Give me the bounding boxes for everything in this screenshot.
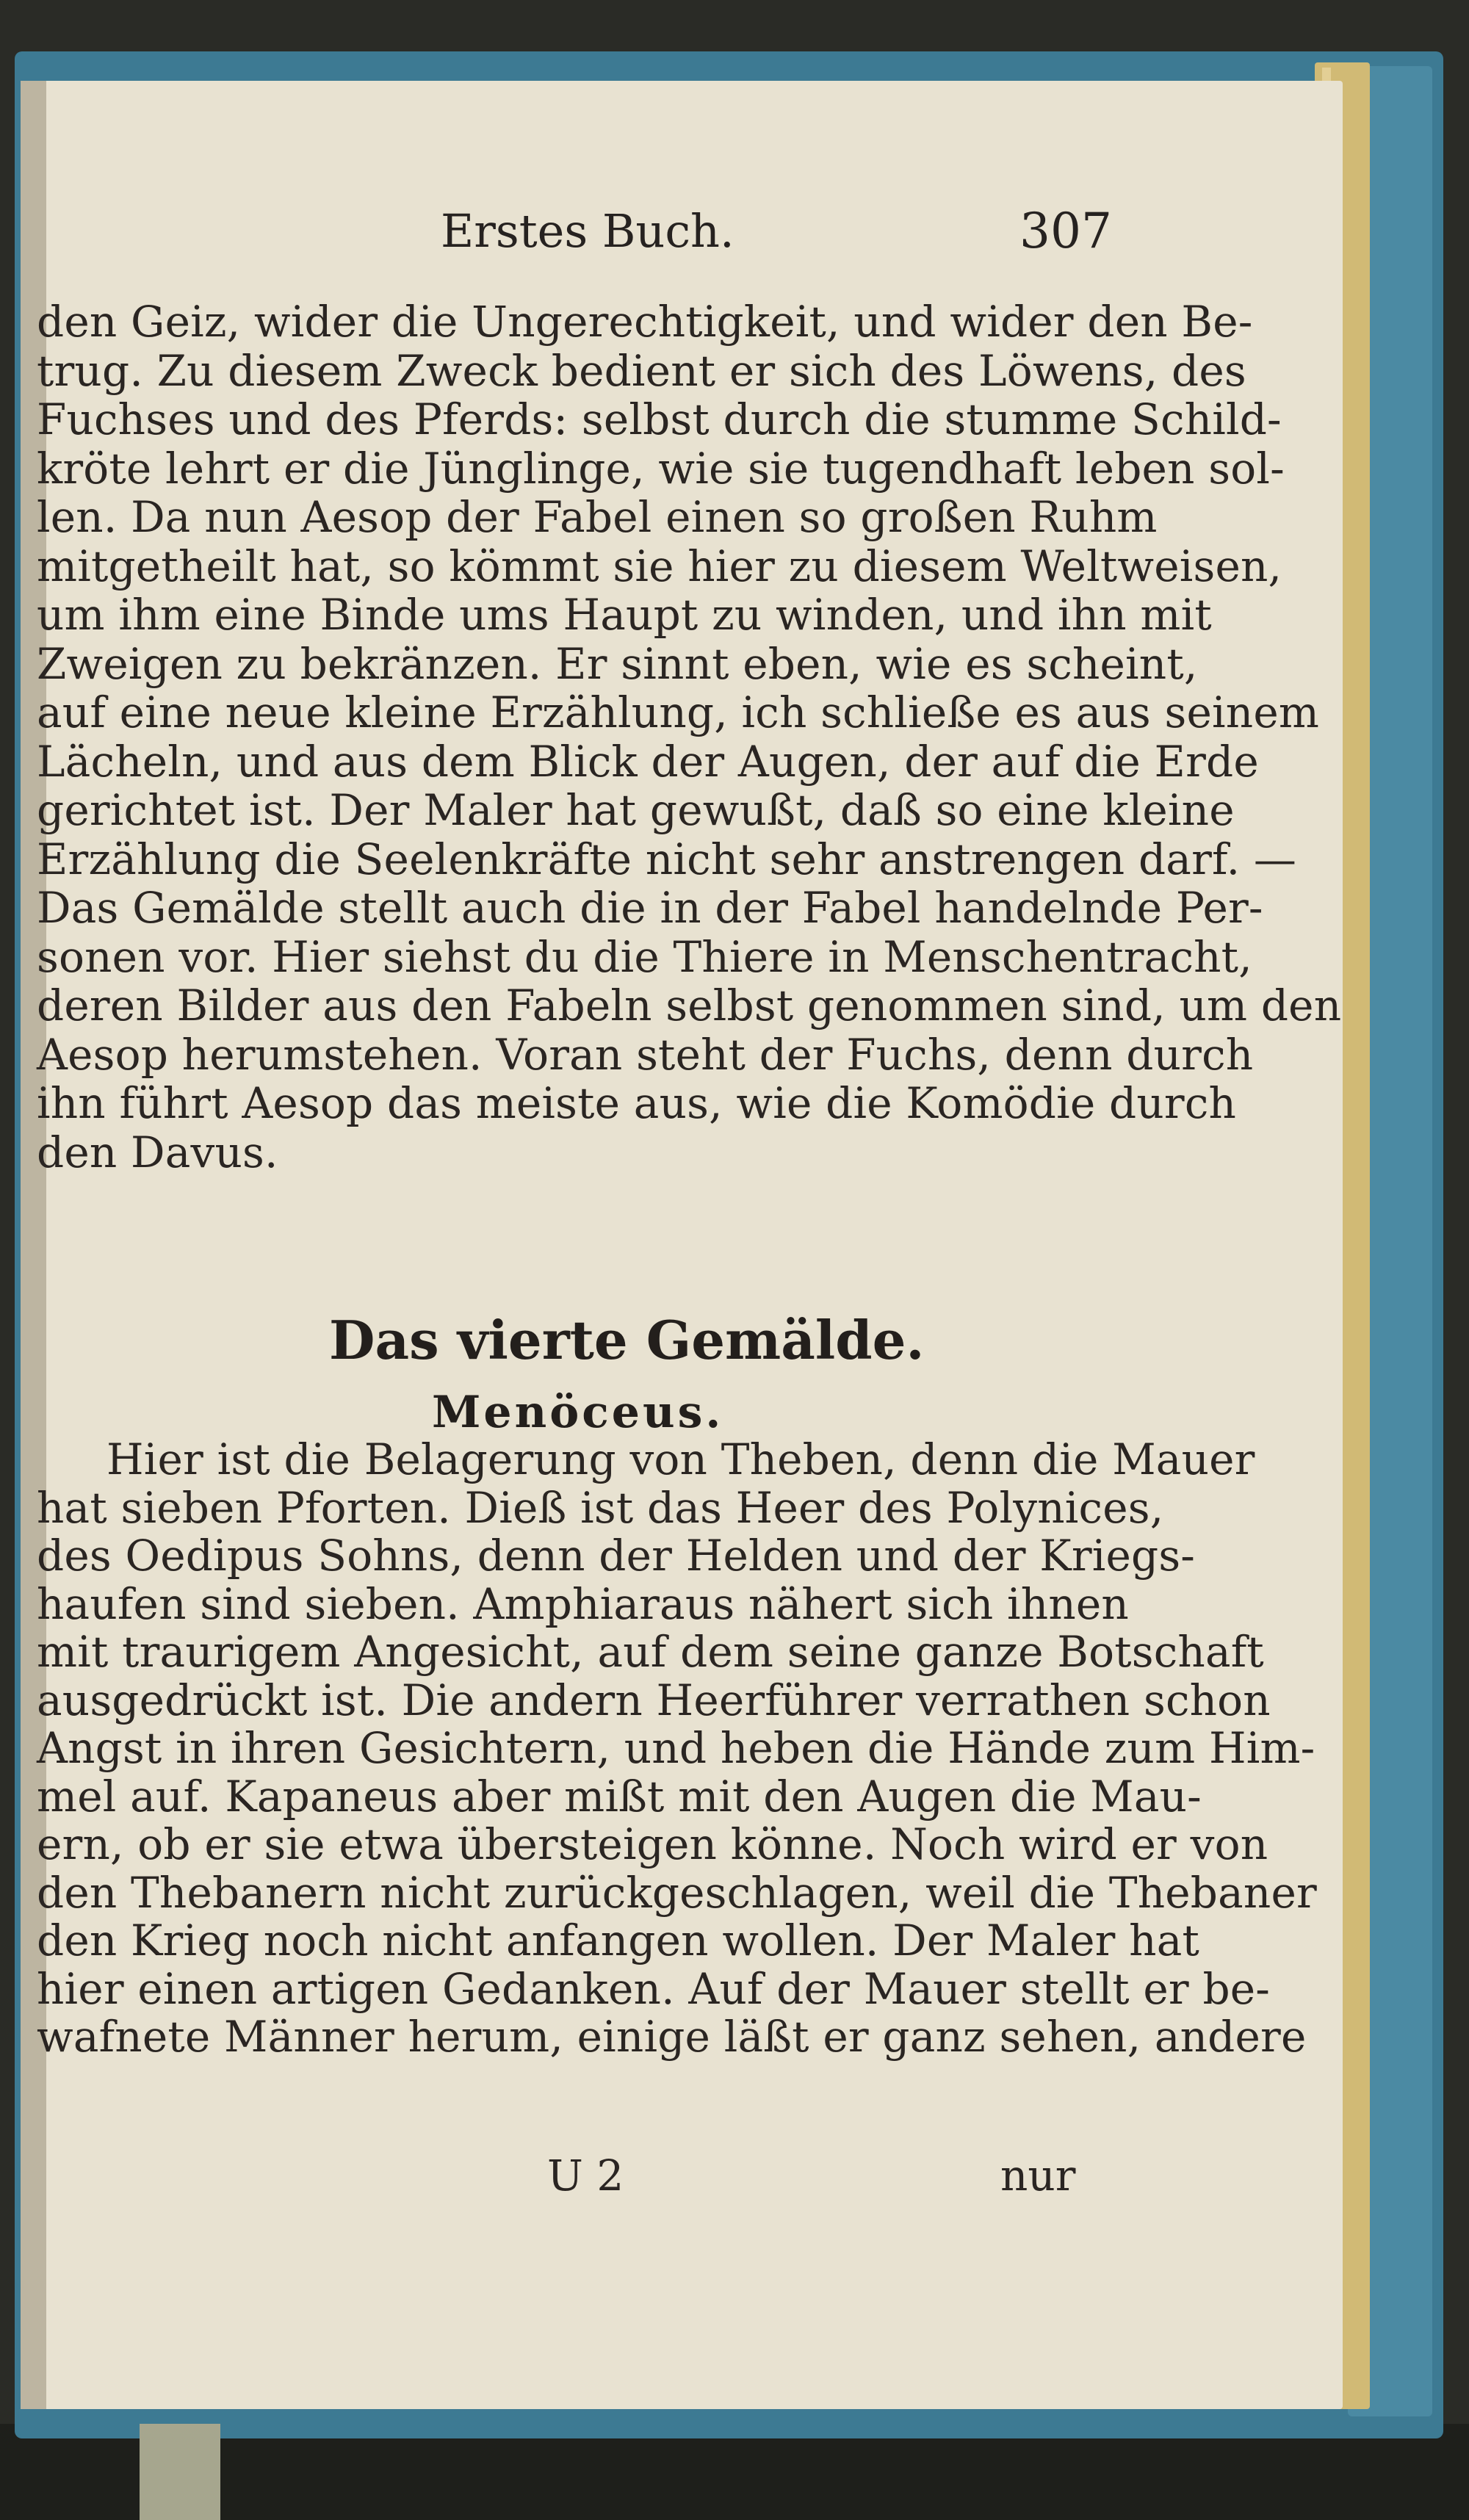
- bookmark-ribbon: [140, 2424, 220, 2520]
- text-line: mit traurigem Angesicht, auf dem seine ganze Botschaft: [37, 1627, 1264, 1677]
- text-line: Zweigen zu bekränzen. Er sinnt eben, wie es scheint,: [37, 638, 1198, 689]
- text-line: kröte lehrt er die Jünglinge, wie sie tugendhaft leben sol-: [37, 443, 1285, 494]
- text-line: um ihm eine Binde ums Haupt zu winden, und ihn mit: [37, 590, 1212, 640]
- text-line: len. Da nun Aesop der Fabel einen so großen Ruhm: [37, 492, 1158, 542]
- text-line: sonen vor. Hier siehst du die Thiere in Menschentracht,: [37, 931, 1252, 982]
- text-line: gerichtet ist. Der Maler hat gewußt, daß so eine kleine: [37, 785, 1235, 835]
- text-line: deren Bilder aus den Fabeln selbst genommen sind, um den: [37, 981, 1342, 1030]
- text-line: Hier ist die Belagerung von Theben, denn die Mauer: [107, 1434, 1255, 1484]
- text-line: ausgedrückt ist. Die andern Heerführer verrathen schon: [37, 1675, 1271, 1725]
- catchword: nur: [1000, 2151, 1076, 2201]
- text-line: Das Gemälde stellt auch die in der Fabel handelnde Per-: [37, 883, 1263, 933]
- text-line: Lächeln, und aus dem Blick der Augen, der auf die Erde: [37, 736, 1259, 787]
- text-line: den Geiz, wider die Ungerechtigkeit, und wider den Be-: [37, 297, 1253, 347]
- text-line: Erzählung die Seelenkräfte nicht sehr anstrengen darf. —: [37, 834, 1297, 884]
- section-subtitle: Menöceus.: [432, 1387, 724, 1438]
- section-title: Das vierte Gemälde.: [329, 1309, 925, 1371]
- text-line: ern, ob er sie etwa übersteigen könne. Noch wird er von: [37, 1819, 1268, 1869]
- text-line: Fuchses und des Pferds: selbst durch die stumme Schild-: [37, 394, 1282, 444]
- text-line: den Thebanern nicht zurückgeschlagen, weil die Thebaner: [37, 1867, 1317, 1918]
- text-line: des Oedipus Sohns, denn der Helden und der Kriegs-: [37, 1531, 1196, 1581]
- text-line: Aesop herumstehen. Voran steht der Fuchs, denn durch: [37, 1029, 1254, 1080]
- text-block-1: [37, 297, 1341, 1177]
- text-line: wafnete Männer herum, einige läßt er ganz sehen, andere: [37, 2012, 1307, 2062]
- text-line: ihn führt Aesop das meiste aus, wie die Komödie durch: [37, 1078, 1237, 1128]
- text-line: hat sieben Pforten. Dieß ist das Heer des Polynices,: [37, 1482, 1164, 1533]
- text-line: mel auf. Kapaneus aber mißt mit den Augen die Mau-: [37, 1771, 1202, 1822]
- text-line: den Krieg noch nicht anfangen wollen. Der Maler hat: [37, 1916, 1199, 1965]
- text-line: den Davus.: [37, 1127, 278, 1177]
- text-line: haufen sind sieben. Amphiaraus nähert sich ihnen: [37, 1578, 1129, 1629]
- text-line: mitgetheilt hat, so kömmt sie hier zu diesem Weltweisen,: [37, 541, 1282, 591]
- text-line: hier einen artigen Gedanken. Auf der Mauer stellt er be-: [37, 1963, 1271, 2014]
- signature-mark: U 2: [547, 2151, 624, 2201]
- running-title: Erstes Buch.: [441, 204, 734, 258]
- text-line: Angst in ihren Gesichtern, und heben die Hände zum Him-: [37, 1723, 1315, 1773]
- page-number: 307: [1019, 203, 1112, 259]
- text-line: auf eine neue kleine Erzählung, ich schließe es aus seinem: [37, 687, 1320, 737]
- text-block-2: [37, 1436, 1317, 2062]
- text-line: trug. Zu diesem Zweck bedient er sich des Löwens, des: [37, 345, 1246, 396]
